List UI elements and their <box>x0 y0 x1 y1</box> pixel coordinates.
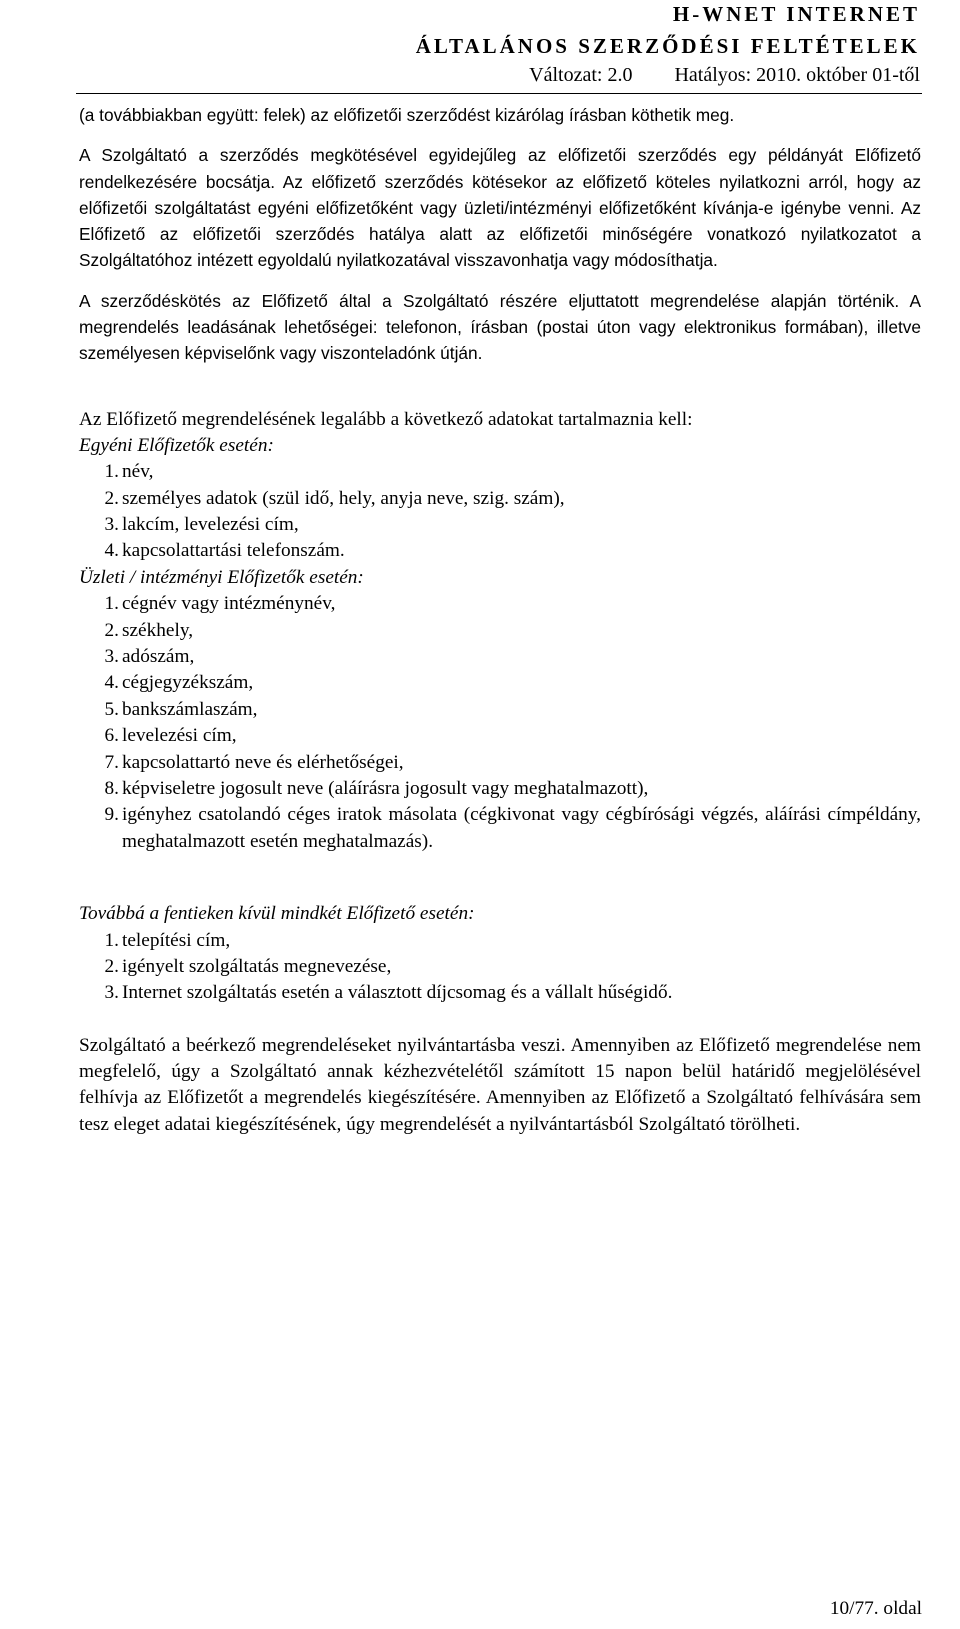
version-label: Változat: 2.0 <box>529 64 633 86</box>
list-item-number: 9. <box>104 804 119 826</box>
list-item-text: név, <box>122 461 154 483</box>
paragraph-1: (a továbbiakban együtt: felek) az előfizetői szerződést kizárólag írásban köthetik meg. <box>79 105 735 125</box>
document-body <box>79 102 921 1138</box>
list-item-number: 2. <box>104 487 119 509</box>
page-number: 10/77. oldal <box>829 1598 922 1619</box>
company-name: H-WNET INTERNET <box>672 2 920 26</box>
paragraph-4: Az Előfizető megrendelésének legalább a következő adatokat tartalmaznia kell: <box>79 408 693 430</box>
list-item-number: 1. <box>104 929 119 951</box>
list-item-text: igényhez csatolandó céges iratok másolata (cégkivonat vagy cégbírósági végzés, aláírási címpéldány, meghatalmazott esetén meghatalmazás). <box>122 804 921 852</box>
list-item <box>79 802 921 855</box>
individual-list <box>79 459 921 565</box>
list-item-number: 7. <box>104 751 119 773</box>
list-item <box>79 723 921 749</box>
list-item-text: igényelt szolgáltatás megnevezése, <box>122 955 392 977</box>
list-item <box>79 928 921 954</box>
list-item <box>79 459 921 485</box>
list-item-text: kapcsolattartási telefonszám. <box>122 540 345 562</box>
list-item <box>79 750 921 776</box>
list-item-text: cégnév vagy intézménynév, <box>122 593 336 615</box>
list-item <box>79 644 921 670</box>
list-item-number: 8. <box>104 778 119 800</box>
section-business-title: Üzleti / intézményi Előfizetők esetén: <box>79 566 364 588</box>
list-item-text: cégjegyzékszám, <box>122 672 254 694</box>
list-item-text: lakcím, levelezési cím, <box>122 514 299 536</box>
list-item-number: 5. <box>104 698 119 720</box>
business-list <box>79 591 921 855</box>
list-item <box>79 486 921 512</box>
list-item-number: 6. <box>104 725 119 747</box>
list-item <box>79 591 921 617</box>
list-item-number: 1. <box>104 593 119 615</box>
list-item-number: 4. <box>104 672 119 694</box>
list-item-text: telepítési cím, <box>122 929 231 951</box>
list-item-text: Internet szolgáltatás esetén a választott díjcsomag és a vállalt hűségidő. <box>122 982 673 1004</box>
list-item-text: bankszámlaszám, <box>122 698 258 720</box>
list-item-text: személyes adatok (szül idő, hely, anyja neve, szig. szám), <box>122 487 565 509</box>
effective-date-label: Hatályos: 2010. október 01-től <box>674 64 920 86</box>
list-item-number: 2. <box>104 955 119 977</box>
page-header <box>0 0 960 96</box>
list-item-number: 3. <box>104 514 119 536</box>
header-divider <box>76 93 922 94</box>
list-item-number: 4. <box>104 540 119 562</box>
list-item-text: képviseletre jogosult neve (aláírásra jogosult vagy meghatalmazott), <box>122 778 649 800</box>
list-item-text: adószám, <box>122 646 195 667</box>
list-item-number: 3. <box>104 646 119 667</box>
paragraph-5: Szolgáltató a beérkező megrendeléseket nyilvántartásba veszi. Amennyiben az Előfizető megrendelése nem megfelelő, úgy a Szolgáltató annak kézhezvételétől számított 15 napon belül határidő megjelölésével felhívja az Előfizetőt a megrendelés kiegészítésére. Amennyiben az Előfizető a Szolgáltató felhívására sem tesz eleget adatai kiegészítésének, úgy megrendelését a nyilvántartásból Szolgáltató törölheti. <box>79 1034 921 1135</box>
section-individual-title: Egyéni Előfizetők esetén: <box>79 434 274 456</box>
list-item <box>79 954 921 980</box>
list-item <box>79 670 921 696</box>
list-item-text: székhely, <box>122 619 194 641</box>
list-item-number: 2. <box>104 619 119 641</box>
list-item <box>79 618 921 644</box>
paragraph-2: A Szolgáltató a szerződés megkötésével egyidejűleg az előfizetői szerződés egy példányát Előfizető rendelkezésére bocsátja. Az előfizető szerződés kötésekor az előfizető köteles nyilatkozni arról, hogy az előfizetői szolgáltatást egyéni előfizetőként vagy üzleti/intézményi előfizetőként kívánja-e igénybe venni. Az Előfizető az előfizetői szerződés hatálya alatt az előfizetői minőségére vonatkozó nyilatkozatot a Szolgáltatóhoz intézett egyoldalú nyilatkozatával visszavonhatja vagy módosíthatja. <box>79 145 921 271</box>
both-list <box>79 928 921 1007</box>
list-item-number: 3. <box>104 982 119 1004</box>
list-item-text: levelezési cím, <box>122 725 237 747</box>
paragraph-3: A szerződéskötés az Előfizető által a Szolgáltató részére eljuttatott megrendelése alapján történik. A megrendelés leadásának lehetőségei: telefonon, írásban (postai úton vagy elektronikus formában), illetve személyesen képviselőnk vagy viszonteladónk útján. <box>79 290 921 364</box>
list-item <box>79 776 921 802</box>
version-line <box>0 64 920 87</box>
list-item <box>79 538 921 564</box>
list-item-text: kapcsolattartó neve és elérhetőségei, <box>122 751 404 773</box>
list-item <box>79 512 921 538</box>
section-both-title: Továbbá a fentieken kívül mindkét Előfizető esetén: <box>79 903 475 925</box>
document-title: ÁLTALÁNOS SZERZŐDÉSI FELTÉTELEK <box>415 34 920 58</box>
list-item <box>79 980 921 1006</box>
list-item-number: 1. <box>104 461 119 483</box>
list-item <box>79 697 921 723</box>
